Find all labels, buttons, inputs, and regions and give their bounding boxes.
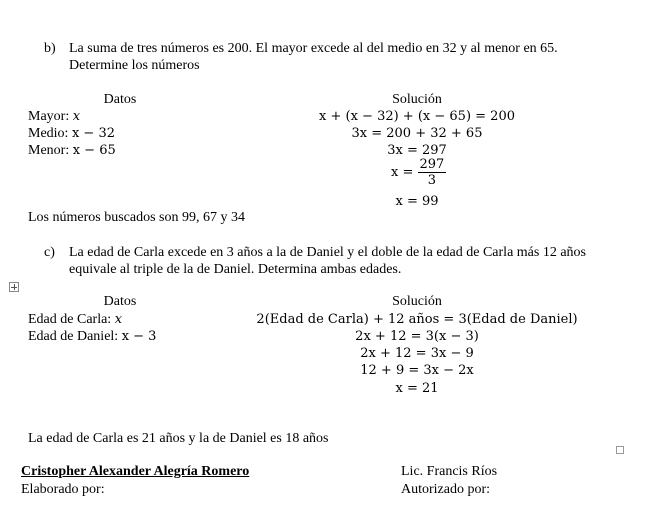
problem-c-step-4: 12 + 9 = 3x − 2x [360, 363, 474, 378]
dato-expression: x − 65 [72, 143, 116, 158]
approver-role: Autorizado por: [401, 482, 491, 497]
problem-b-marker: b) [44, 41, 56, 56]
problem-b-conclusion: Los números buscados son 99, 67 y 34 [28, 210, 245, 225]
approver-name: Lic. Francis Ríos [401, 464, 498, 479]
problem-c-statement-line2: equivale al triple de la de Daniel. Determina ambas edades. [69, 262, 402, 277]
dato-label: Medio: [28, 126, 72, 141]
problem-c-step-3: 2x + 12 = 3x − 9 [360, 346, 474, 361]
author-role: Elaborado por: [21, 482, 105, 497]
problem-c-dato-daniel [28, 328, 156, 345]
problem-c-step-1: 2(Edad de Carla) + 12 años = 3(Edad de Daniel) [256, 312, 578, 327]
problem-b-statement-line2: Determine los números [69, 58, 200, 73]
problem-b-dato-menor [28, 142, 116, 159]
fraction [418, 157, 447, 188]
problem-b-datos-header: Datos [103, 92, 137, 107]
problem-c-statement-line1: La edad de Carla excede en 3 años a la de Daniel y el doble de la edad de Carla más 12 años [69, 245, 587, 260]
problem-b-statement-line1: La suma de tres números es 200. El mayor excede al del medio en 32 y al menor en 65. [69, 41, 558, 56]
problem-c-dato-carla [28, 311, 122, 328]
fraction-denominator: 3 [427, 173, 437, 188]
problem-c-conclusion: La edad de Carla es 21 años y la de Daniel es 18 años [28, 431, 329, 446]
dato-expression: x − 32 [71, 126, 115, 141]
problem-c-marker: c) [44, 245, 55, 260]
table-move-handle-icon[interactable] [9, 282, 19, 292]
problem-c-step-5: x = 21 [395, 381, 439, 396]
problem-b-dato-medio [28, 125, 115, 142]
problem-b-fraction-step [391, 157, 446, 188]
fraction-numerator: 297 [419, 157, 445, 172]
dato-label: Edad de Carla: [28, 312, 115, 327]
dato-expression: x − 3 [121, 329, 157, 344]
dato-expression: x [72, 109, 81, 124]
problem-b-final-step: x = 99 [395, 194, 439, 209]
dato-label: Menor: [28, 143, 73, 158]
fraction-lhs: x = [391, 165, 414, 180]
dato-label: Edad de Daniel: [28, 329, 122, 344]
dato-expression: x [114, 312, 123, 327]
table-resize-handle-icon[interactable] [616, 446, 624, 454]
problem-b-step-3: 3x = 297 [387, 143, 447, 158]
problem-c-datos-header: Datos [103, 294, 137, 309]
problem-b-step-1: x + (x − 32) + (x − 65) = 200 [319, 109, 515, 124]
problem-b-solucion-header: Solución [392, 92, 442, 107]
problem-c-step-2: 2x + 12 = 3(x − 3) [355, 329, 479, 344]
author-name: Cristopher Alexander Alegría Romero [21, 464, 250, 479]
dato-label: Mayor: [28, 109, 73, 124]
problem-b-step-2: 3x = 200 + 32 + 65 [351, 126, 483, 141]
problem-c-solucion-header: Solución [392, 294, 442, 309]
problem-b-dato-mayor [28, 108, 80, 125]
